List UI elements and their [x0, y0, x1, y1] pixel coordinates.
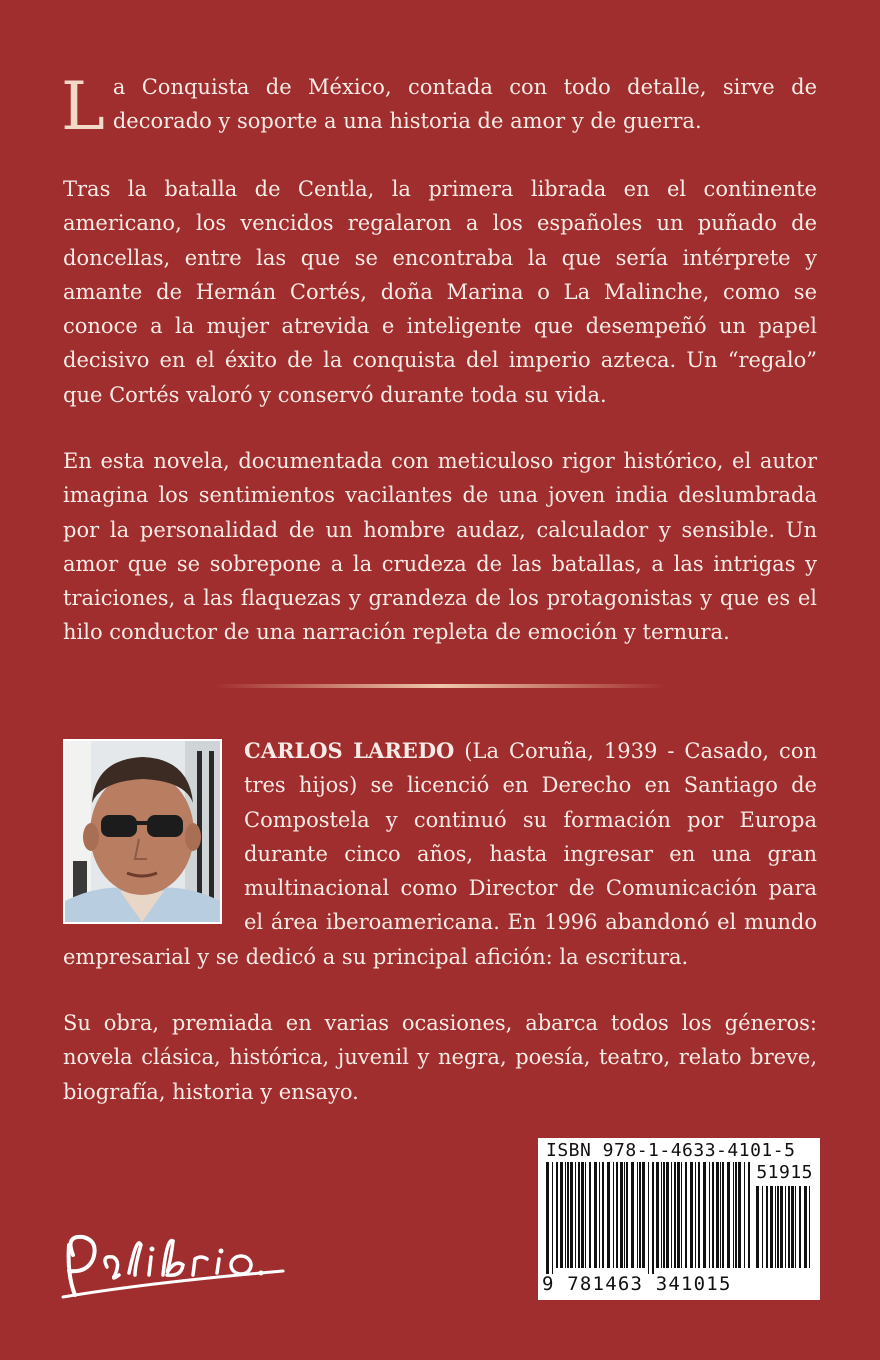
barcode-bar	[722, 1162, 724, 1268]
barcode-bar	[777, 1186, 779, 1268]
barcode-bar	[671, 1162, 672, 1268]
barcode-bar	[616, 1162, 618, 1268]
barcode-bar	[631, 1162, 634, 1268]
barcode-bar	[785, 1186, 786, 1268]
barcode-bar	[546, 1162, 549, 1274]
barcode-bar	[575, 1162, 576, 1268]
barcode-bar	[716, 1162, 719, 1268]
ean13-bars	[546, 1162, 751, 1274]
barcode-bar	[744, 1162, 745, 1268]
barcode-bar	[703, 1162, 706, 1268]
barcode-bar	[656, 1162, 659, 1268]
barcode-bar	[809, 1186, 810, 1268]
barcode-bar	[661, 1162, 662, 1268]
synopsis-paragraph-2: Tras la batalla de Centla, la primera librada en el continente americano, los vencidos regalaron a los españoles un puñado de doncellas, entre las que se encontraba la que sería intérprete y amante de Hernán Cortés, doña Marina o La Malinche, como se conoce a la mujer atrevida e inteligente que desempeñó un papel decisivo en el éxito de la conquista del imperio azteca. Un “regalo” que Cortés valoró y conservó durante toda su vida.	[63, 177, 817, 407]
barcode-bar	[652, 1162, 654, 1274]
barcode-bar	[681, 1162, 682, 1268]
barcode-bar	[775, 1186, 776, 1268]
barcode-bar	[804, 1186, 807, 1268]
barcode-bar	[674, 1162, 676, 1268]
price-code: 51915	[756, 1162, 813, 1183]
barcode-bar	[589, 1162, 591, 1268]
barcode-bar	[602, 1162, 604, 1268]
barcode-bar	[594, 1162, 597, 1268]
barcode-bar	[560, 1162, 563, 1268]
author-works-paragraph: Su obra, premiada en varias ocasiones, abarca todos los géneros: novela clásica, histórica, juvenil y negra, poesía, teatro, relato breve, biografía, historia y ensayo.	[63, 1011, 817, 1104]
barcode-bar	[766, 1186, 768, 1268]
drop-cap: L	[61, 68, 105, 145]
barcode-bar	[613, 1162, 614, 1268]
barcode-bar	[770, 1186, 773, 1268]
barcode-bar	[599, 1162, 600, 1268]
barcode-bar	[585, 1162, 586, 1268]
barcode-bar	[780, 1186, 783, 1268]
barcode-bar	[795, 1186, 796, 1268]
barcode-bar	[642, 1162, 645, 1268]
author-bio-text: (La Coruña, 1939 - Casado, con tres hijos) se licenció en Derecho en Santiago de Compostela y continuó su formación por Europa durante cinco años, hasta ingresar en una gran multinacional como Director de Comunicación para el área iberoamericana. En 1996 abandonó el mundo empresarial y se dedicó a su principal afición: la escritura.	[63, 739, 817, 969]
barcode-bar	[677, 1162, 680, 1268]
barcode-bar	[624, 1162, 625, 1268]
publisher-logo	[55, 1215, 295, 1305]
barcode-bar	[570, 1162, 573, 1268]
barcode-bar	[565, 1162, 566, 1268]
barcode-bar	[698, 1162, 700, 1268]
barcode-bar	[690, 1162, 693, 1268]
barcode-bar	[695, 1162, 696, 1268]
barcode-bar	[637, 1162, 638, 1268]
barcode-bar	[756, 1186, 759, 1268]
barcode-bar	[788, 1186, 790, 1268]
barcode-bar	[735, 1162, 737, 1268]
synopsis-paragraph-1	[61, 68, 817, 145]
barcode-bar	[567, 1162, 569, 1268]
isbn-label: ISBN 978-1-4633-4101-5	[546, 1140, 796, 1161]
barcode-bar	[685, 1162, 687, 1268]
barcode-bar	[799, 1186, 801, 1268]
addon-bars	[756, 1186, 814, 1274]
author-photo	[63, 739, 222, 924]
barcode-bar	[709, 1162, 710, 1268]
barcode-bar	[556, 1162, 558, 1268]
barcode-bar	[712, 1162, 714, 1268]
barcode-bar	[639, 1162, 641, 1268]
barcode-bar	[762, 1186, 763, 1268]
barcode-bar	[648, 1162, 649, 1274]
section-divider	[215, 684, 665, 688]
isbn-barcode	[538, 1138, 820, 1300]
author-name: CARLOS LAREDO	[244, 738, 455, 763]
barcode-bar	[738, 1162, 741, 1268]
barcode-bar	[626, 1162, 628, 1268]
barcode-bar	[791, 1186, 794, 1268]
barcode-bar	[663, 1162, 665, 1268]
barcode-bar	[748, 1162, 750, 1268]
barcode-bar	[578, 1162, 580, 1268]
barcode-bar	[552, 1162, 553, 1274]
barcode-bar	[727, 1162, 730, 1268]
isbn-digits: 9 781463 341015	[542, 1273, 732, 1295]
barcode-bar	[666, 1162, 669, 1268]
barcode-bar	[581, 1162, 584, 1268]
barcode-bar	[607, 1162, 610, 1268]
barcode-bar	[720, 1162, 721, 1268]
synopsis-paragraph-3: En esta novela, documentada con meticuloso rigor histórico, el autor imagina los sentimientos vacilantes de una joven india deslumbrada por la personalidad de un hombre audaz, calculador y sensible. Un amor que se sobrepone a la crudeza de las batallas, a las intrigas y traiciones, a las flaquezas y grandeza de los protagonistas y que es el hilo conductor de una narración repleta de emoción y ternura.	[63, 449, 817, 645]
barcode-bar	[620, 1162, 623, 1268]
author-bio	[63, 734, 817, 974]
synopsis-paragraph-1-text: a Conquista de México, contada con todo detalle, sirve de decorado y soporte a una historia de amor y de guerra.	[112, 75, 817, 134]
barcode-bar	[733, 1162, 734, 1268]
